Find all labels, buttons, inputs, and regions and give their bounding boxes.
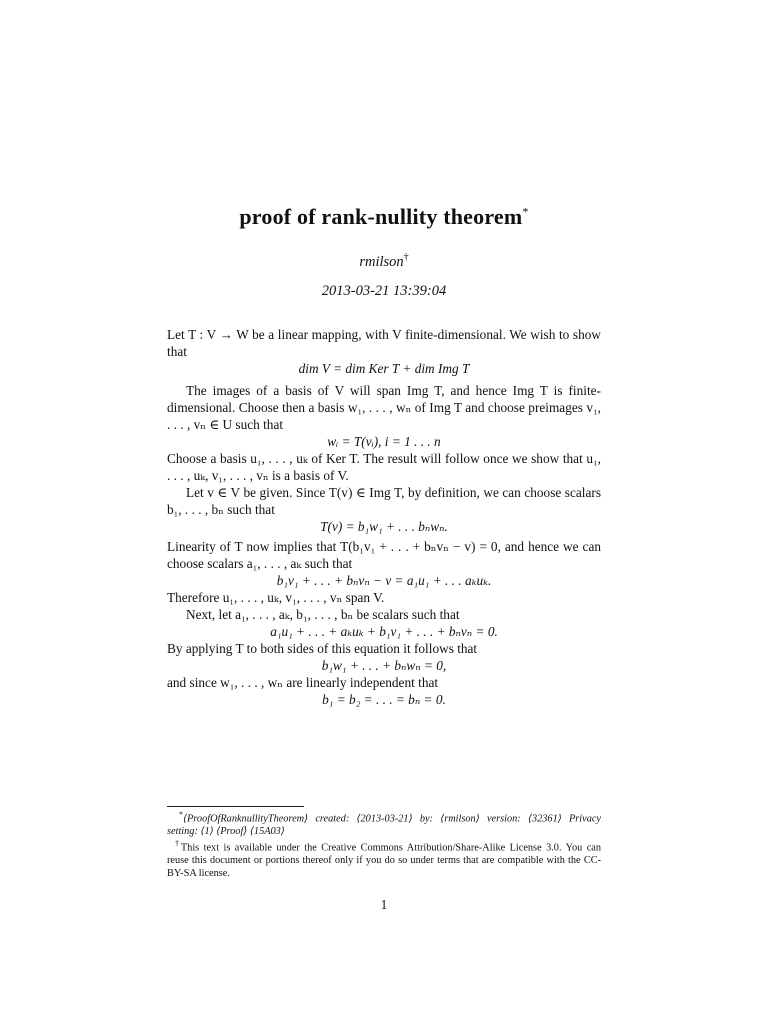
paragraph-4: Let v ∈ V be given. Since T(v) ∈ Img T, by definition, we can choose scalars b₁, . . . , bₙ such that bbox=[167, 485, 601, 517]
equation-b-zero: b₁ = b₂ = . . . = bₙ = 0. bbox=[322, 692, 446, 707]
author: rmilson† bbox=[359, 252, 409, 270]
equation-tv: T(v) = b₁w₁ + . . . bₙwₙ. bbox=[320, 519, 448, 534]
paragraph-2: The images of a basis of V will span Img T, and hence Img T is finite-dimensional. Choose then a basis w₁, . . . , wₙ of Img T and choose preimages v₁, . . . , vₙ ∈ U such that bbox=[167, 383, 601, 432]
date: 2013-03-21 13:39:04 bbox=[321, 283, 447, 299]
author-footnote-mark: † bbox=[403, 252, 409, 263]
paper-title: proof of rank-nullity theorem* bbox=[239, 204, 529, 229]
paragraph-3: Choose a basis u₁, . . . , uₖ of Ker T. The result will follow once we show that u₁, . . . , uₖ, v₁, . . . , vₙ is a basis of V. bbox=[167, 451, 601, 483]
equation-bw-sum: b₁w₁ + . . . + bₙwₙ = 0, bbox=[321, 658, 447, 673]
equation-dimension: dim V = dim Ker T + dim Img T bbox=[298, 361, 470, 376]
paragraph-5: Linearity of T now implies that T(b₁v₁ + . . . + bₙvₙ − v) = 0, and hence we can choose scalars a₁, . . . , aₖ such that bbox=[167, 539, 601, 571]
equation-linear-combination: b₁v₁ + . . . + bₙvₙ − v = a₁u₁ + . . . aₖuₖ. bbox=[276, 573, 492, 588]
footnote-1: *⟨ProofOfRanknullityTheorem⟩ created: ⟨2013-03-21⟩ by: ⟨rmilson⟩ version: ⟨32361⟩ Privacy setting: ⟨1⟩ ⟨Proof⟩ ⟨15A03⟩ bbox=[167, 810, 601, 837]
footnote-rule bbox=[167, 806, 304, 807]
footnote-2: †This text is available under the Creative Commons Attribution/Share-Alike License 3.0. You can reuse this document or portions thereof only if you do so under terms that are compatible with the CC-BY-SA license. bbox=[167, 839, 601, 879]
footnotes bbox=[167, 806, 601, 880]
equation-independence: a₁u₁ + . . . + aₖuₖ + b₁v₁ + . . . + bₙvₙ = 0. bbox=[270, 624, 498, 639]
paragraph-1: Let T : V → W be a linear mapping, with V finite-dimensional. We wish to show that bbox=[167, 327, 601, 359]
paragraph-8: By applying T to both sides of this equation it follows that bbox=[167, 641, 478, 656]
paper-body bbox=[167, 326, 601, 708]
title-footnote-mark: * bbox=[522, 204, 529, 219]
paragraph-9: and since w₁, . . . , wₙ are linearly independent that bbox=[167, 675, 439, 690]
paragraph-7: Next, let a₁, . . . , aₖ, b₁, . . . , bₙ be scalars such that bbox=[186, 607, 460, 622]
paragraph-6: Therefore u₁, . . . , uₖ, v₁, . . . , vₙ span V. bbox=[167, 590, 385, 605]
equation-preimages: wᵢ = T(vᵢ), i = 1 . . . n bbox=[327, 434, 441, 449]
page-number: 1 bbox=[380, 897, 388, 912]
